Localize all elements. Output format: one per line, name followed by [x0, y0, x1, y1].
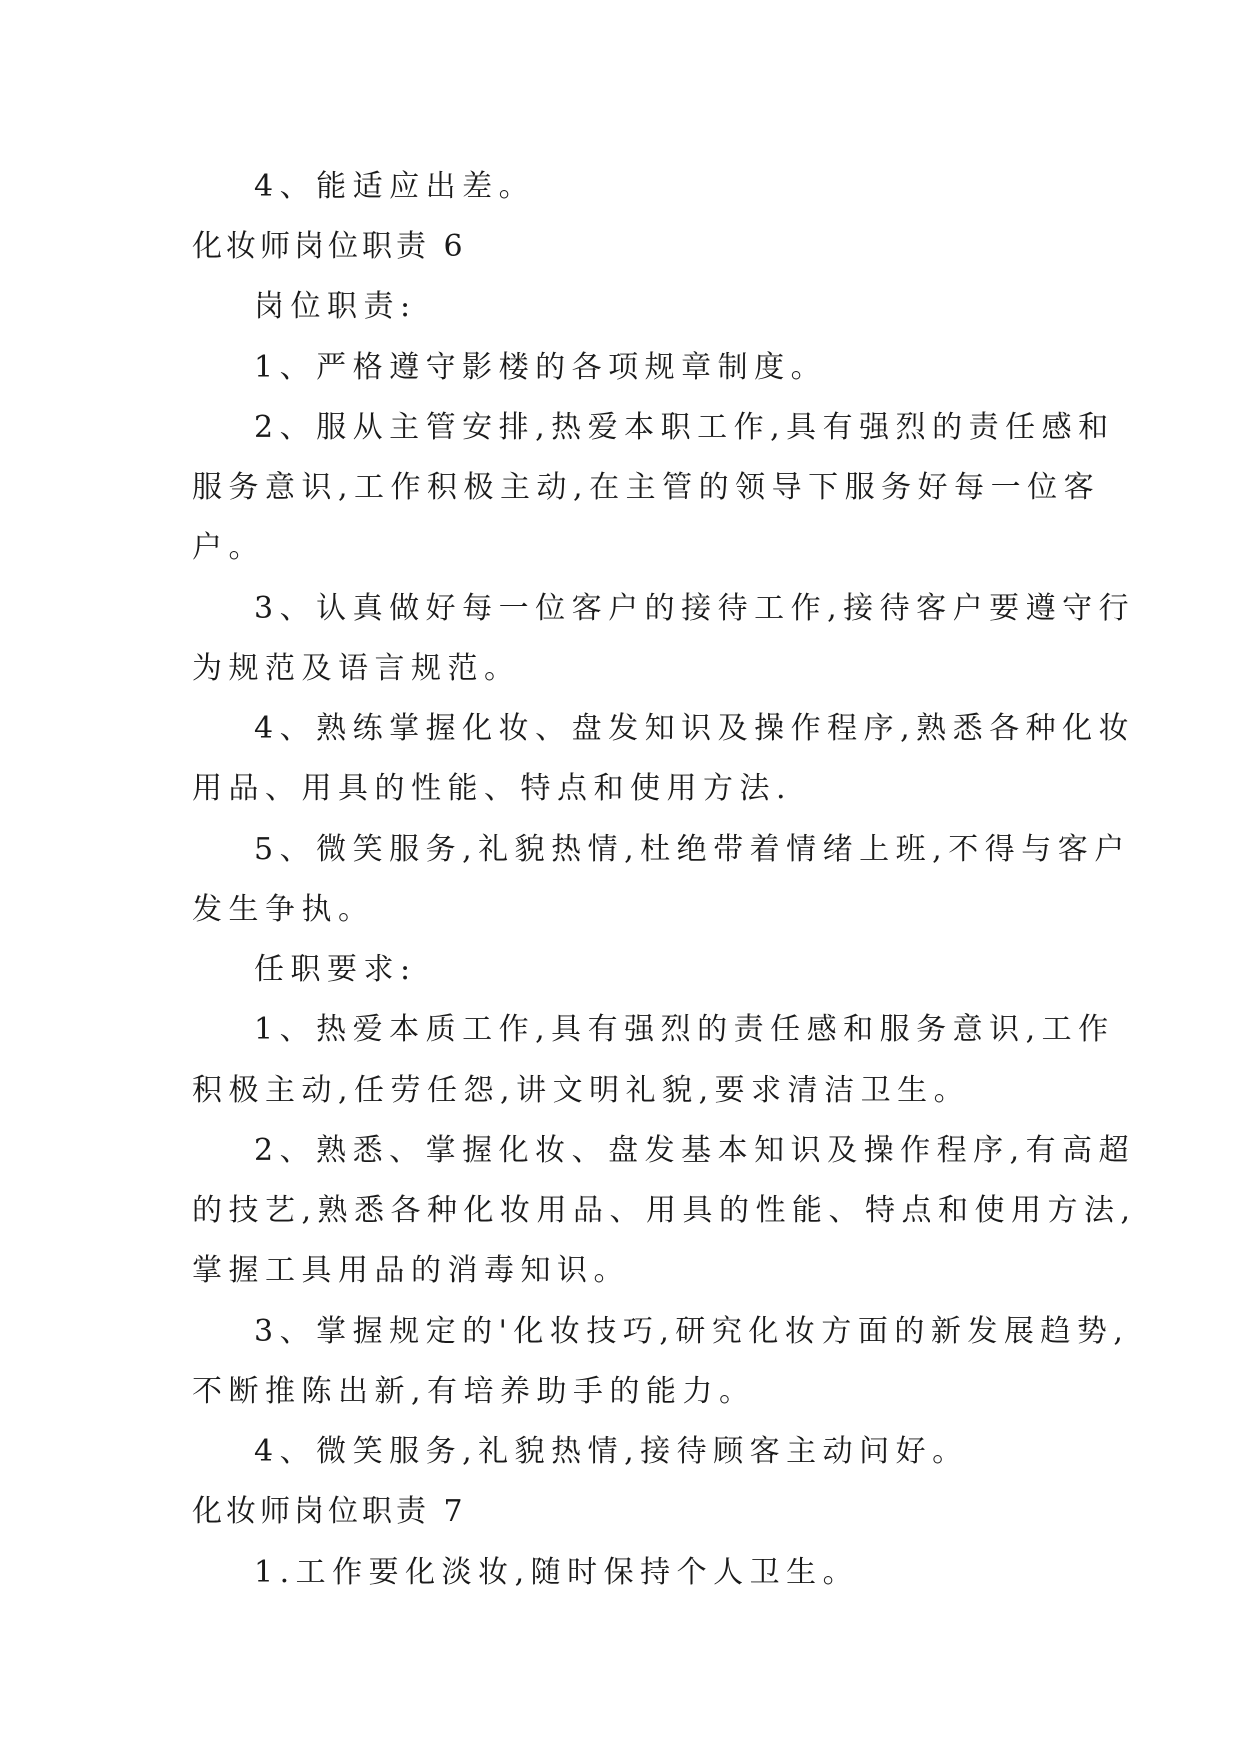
paragraph-line: 掌握工具用品的消毒知识。 [192, 1253, 630, 1288]
paragraph-line: 积极主动,任劳任怨,讲文明礼貌,要求清洁卫生。 [192, 1073, 971, 1108]
subheading: 岗位职责: [254, 289, 417, 324]
paragraph-line: 5、微笑服务,礼貌热情,杜绝带着情绪上班,不得与客户 [254, 832, 1131, 867]
paragraph-line: 3、认真做好每一位客户的接待工作,接待客户要遵守行 [254, 591, 1136, 626]
paragraph-line: 1、热爱本质工作,具有强烈的责任感和服务意识,工作 [254, 1012, 1115, 1047]
paragraph-line: 发生争执。 [192, 892, 375, 927]
paragraph-line: 2、服从主管安排,热爱本职工作,具有强烈的责任感和 [254, 410, 1115, 445]
paragraph-line: 服务意识,工作积极主动,在主管的领导下服务好每一位客 [192, 470, 1101, 505]
paragraph-line: 不断推陈出新,有培养助手的能力。 [192, 1374, 756, 1409]
paragraph-line: 用品、用具的性能、特点和使用方法. [192, 771, 793, 806]
subheading: 任职要求: [254, 952, 417, 987]
paragraph-line: 2、熟悉、掌握化妆、盘发基本知识及操作程序,有高超 [254, 1133, 1136, 1168]
section-heading: 化妆师岗位职责 7 [192, 1494, 467, 1529]
section-heading: 化妆师岗位职责 6 [192, 229, 467, 264]
paragraph-line: 4、能适应出差。 [254, 169, 536, 204]
paragraph-line: 户。 [192, 530, 265, 565]
paragraph-line: 1.工作要化淡妆,随时保持个人卫生。 [254, 1555, 860, 1590]
paragraph-line: 3、掌握规定的'化妆技巧,研究化妆方面的新发展趋势, [254, 1314, 1130, 1349]
paragraph-line: 4、微笑服务,礼貌热情,接待顾客主动问好。 [254, 1434, 969, 1469]
paragraph-line: 4、熟练掌握化妆、盘发知识及操作程序,熟悉各种化妆 [254, 711, 1136, 746]
paragraph-line: 为规范及语言规范。 [192, 651, 521, 686]
paragraph-line: 1、严格遵守影楼的各项规章制度。 [254, 350, 828, 385]
paragraph-line: 的技艺,熟悉各种化妆用品、用具的性能、特点和使用方法, [192, 1193, 1137, 1228]
